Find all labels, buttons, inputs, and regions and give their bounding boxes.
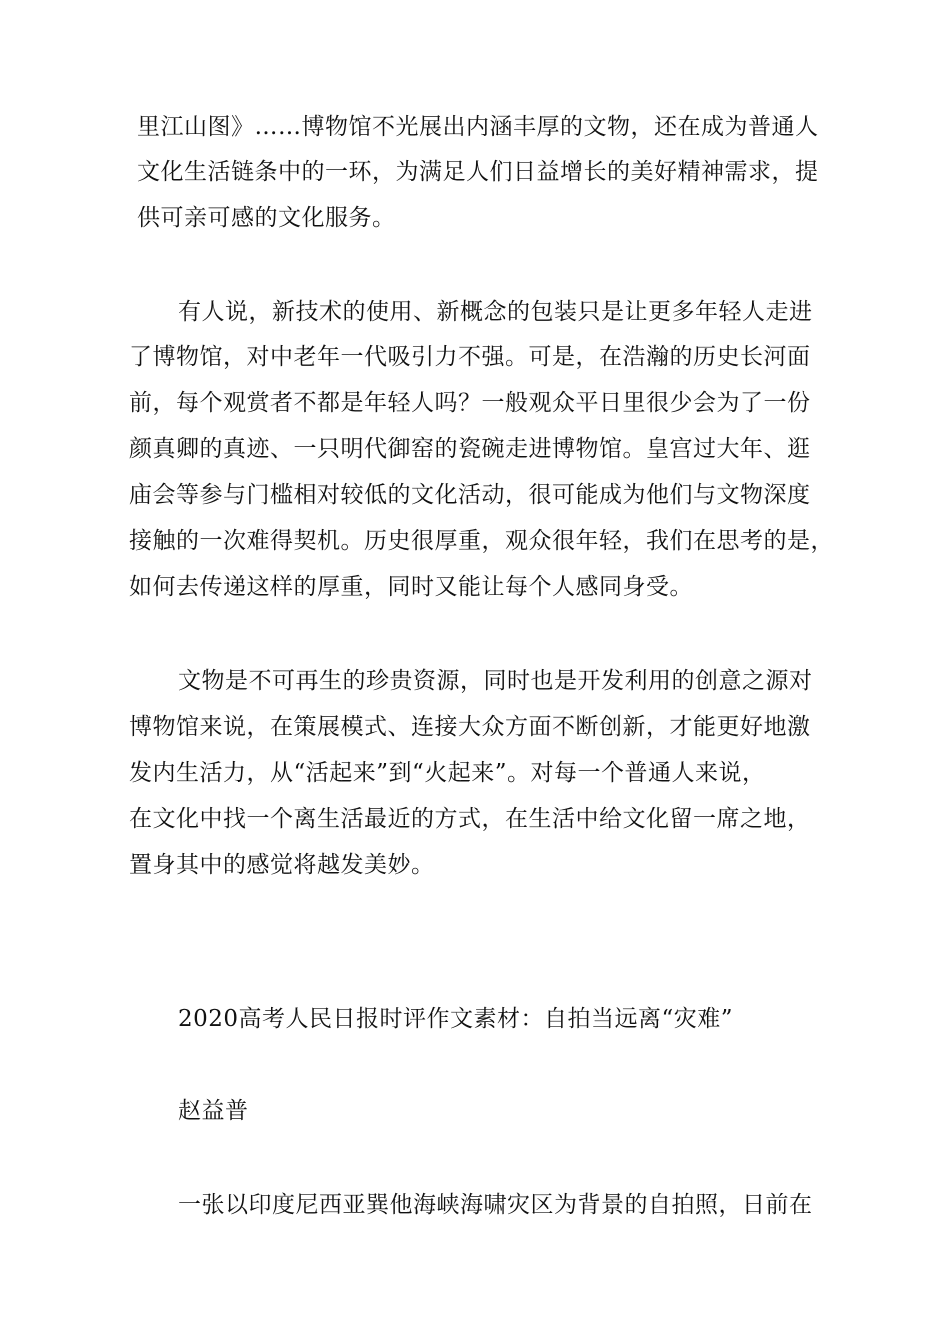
paragraph-3-line-1: 文物是不可再生的珍贵资源，同时也是开发利用的创意之源对	[178, 668, 813, 694]
author-name: 赵益普	[178, 1098, 249, 1124]
paragraph-2-line-4: 颜真卿的真迹、一只明代御窑的瓷碗走进博物馆。皇宫过大年、逛	[129, 436, 811, 462]
paragraph-1-line-3: 供可亲可感的文化服务。	[137, 205, 396, 231]
paragraph-2-line-2: 了博物馆，对中老年一代吸引力不强。可是，在浩瀚的历史长河面	[129, 344, 811, 370]
paragraph-3-line-2: 博物馆来说，在策展模式、连接大众方面不断创新，才能更好地激	[129, 714, 811, 740]
paragraph-1-line-2: 文化生活链条中的一环，为满足人们日益增长的美好精神需求，提	[137, 159, 819, 185]
article-title: 2020高考人民日报时评作文素材：自拍当远离“灾难”	[178, 1006, 734, 1032]
paragraph-2-line-3: 前，每个观赏者不都是年轻人吗？一般观众平日里很少会为了一份	[129, 390, 811, 416]
paragraph-3-line-3: 发内生活力，从“活起来”到“火起来”。对每一个普通人来说，	[129, 760, 766, 786]
paragraph-2-line-6: 接触的一次难得契机。历史很厚重，观众很年轻，我们在思考的是，	[129, 528, 834, 554]
paragraph-2-line-7: 如何去传递这样的厚重，同时又能让每个人感同身受。	[129, 574, 693, 600]
paragraph-4-line-1: 一张以印度尼西亚巽他海峡海啸灾区为背景的自拍照，日前在	[178, 1192, 813, 1218]
paragraph-3-line-5: 置身其中的感觉将越发美妙。	[129, 852, 435, 878]
paragraph-1-line-1: 里江山图》……博物馆不光展出内涵丰厚的文物，还在成为普通人	[137, 114, 819, 140]
paragraph-2-line-1: 有人说，新技术的使用、新概念的包装只是让更多年轻人走进	[178, 299, 813, 325]
paragraph-3-line-4: 在文化中找一个离生活最近的方式，在生活中给文化留一席之地，	[129, 806, 811, 832]
paragraph-2-line-5: 庙会等参与门槛相对较低的文化活动，很可能成为他们与文物深度	[129, 482, 811, 508]
